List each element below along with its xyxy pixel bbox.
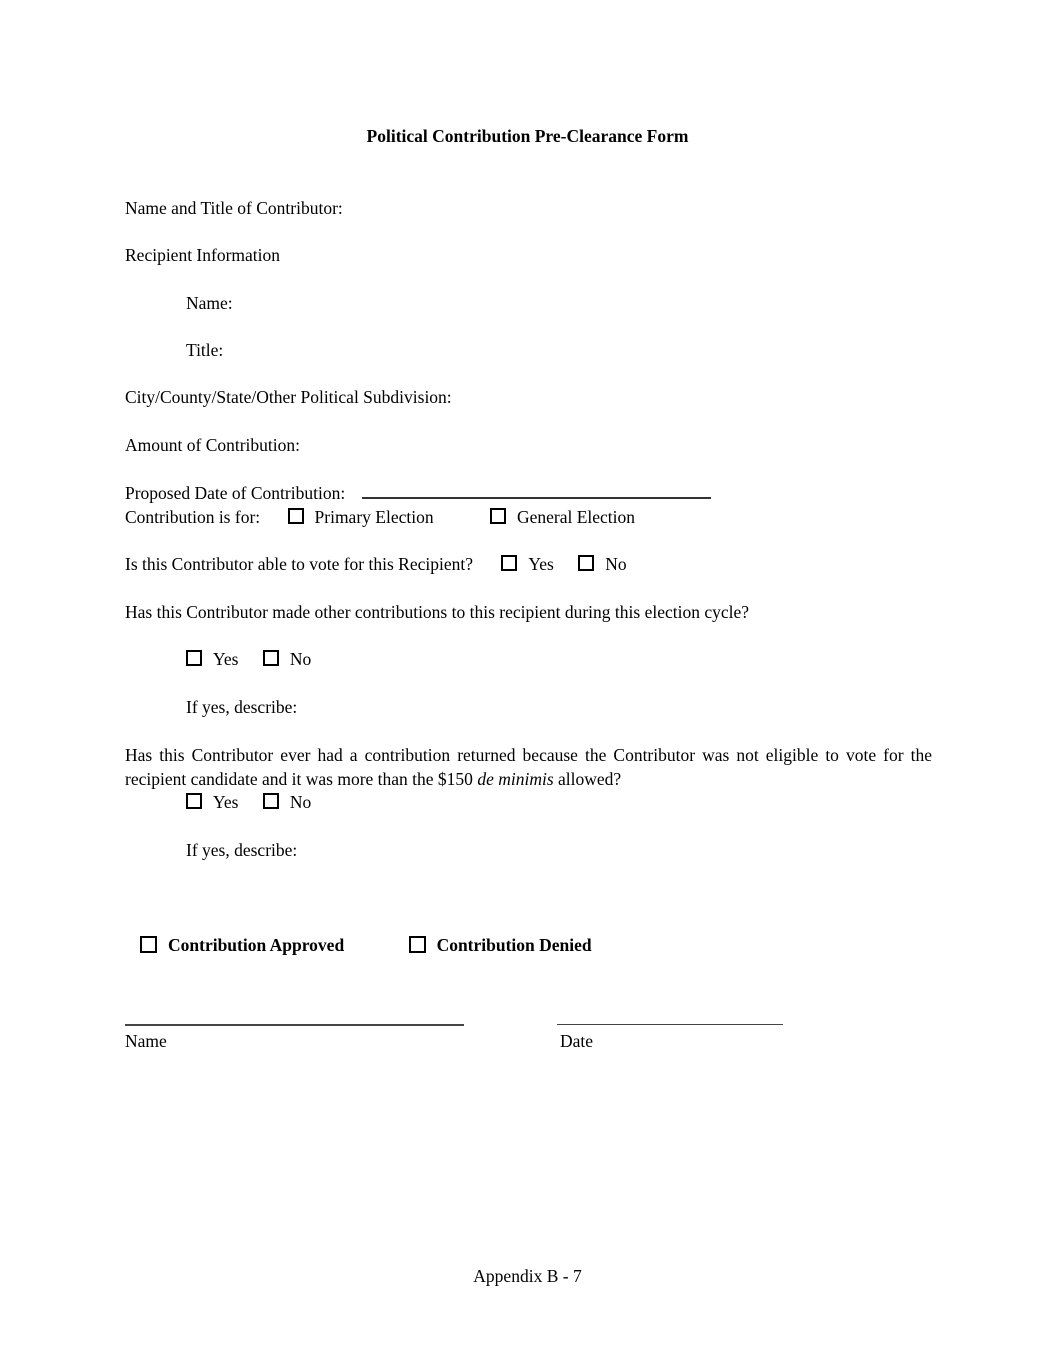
other-contributions-question: Has this Contributor made other contributions to this recipient during this election cycle? bbox=[125, 602, 750, 622]
other-contributions-no-checkbox[interactable] bbox=[263, 650, 279, 666]
contributor-name-title-label: Name and Title of Contributor: bbox=[125, 198, 343, 218]
decision-row bbox=[140, 934, 592, 956]
general-election-label: General Election bbox=[516, 507, 636, 527]
returned-no-label: No bbox=[289, 792, 312, 812]
page-footer: Appendix B - 7 bbox=[473, 1266, 582, 1286]
contribution-for-row bbox=[125, 506, 635, 528]
returned-no-checkbox[interactable] bbox=[263, 793, 279, 809]
signature-name-label: Name bbox=[125, 1031, 167, 1051]
date-signature-line[interactable] bbox=[557, 1024, 783, 1025]
returned-yes-checkbox[interactable] bbox=[186, 793, 202, 809]
proposed-date-label: Proposed Date of Contribution: bbox=[125, 483, 346, 503]
contribution-for-label: Contribution is for: bbox=[125, 507, 261, 527]
other-contributions-no-label: No bbox=[289, 649, 312, 669]
primary-election-checkbox[interactable] bbox=[288, 508, 304, 524]
able-to-vote-no-checkbox[interactable] bbox=[578, 555, 594, 571]
contribution-approved-label: Contribution Approved bbox=[168, 935, 345, 955]
other-contributions-yes-checkbox[interactable] bbox=[186, 650, 202, 666]
able-to-vote-row bbox=[125, 553, 627, 575]
able-to-vote-yes-checkbox[interactable] bbox=[501, 555, 517, 571]
signature-date-label: Date bbox=[560, 1031, 594, 1051]
proposed-date-blank-field[interactable] bbox=[362, 482, 711, 499]
other-contributions-yes-label: Yes bbox=[213, 649, 239, 669]
recipient-name-label: Name: bbox=[186, 293, 233, 313]
proposed-date-row bbox=[125, 482, 711, 504]
returned-contribution-question bbox=[125, 744, 932, 791]
returned-yes-label: Yes bbox=[213, 792, 239, 812]
contribution-approved-checkbox[interactable] bbox=[140, 936, 157, 953]
other-contributions-yes-no-row bbox=[186, 648, 311, 670]
returned-question-text-end: allowed? bbox=[558, 768, 622, 789]
political-subdivision-label: City/County/State/Other Political Subdivision: bbox=[125, 387, 452, 407]
able-to-vote-yes-label: Yes bbox=[528, 554, 554, 574]
returned-question-de-minimis: de minimis bbox=[477, 768, 554, 789]
primary-election-label: Primary Election bbox=[314, 507, 434, 527]
recipient-information-heading: Recipient Information bbox=[125, 245, 281, 265]
general-election-checkbox[interactable] bbox=[490, 508, 506, 524]
returned-describe-label: If yes, describe: bbox=[186, 840, 298, 860]
recipient-title-label: Title: bbox=[186, 340, 224, 360]
able-to-vote-question: Is this Contributor able to vote for this Recipient? bbox=[125, 554, 473, 574]
contribution-amount-label: Amount of Contribution: bbox=[125, 435, 300, 455]
returned-yes-no-row bbox=[186, 791, 311, 813]
able-to-vote-no-label: No bbox=[605, 554, 627, 574]
contribution-denied-label: Contribution Denied bbox=[436, 935, 592, 955]
page-title: Political Contribution Pre-Clearance Form bbox=[366, 126, 689, 146]
name-signature-line[interactable] bbox=[125, 1024, 464, 1026]
returned-question-text: Has this Contributor ever had a contribution returned because the Contributor was not eligible to vote for the recipient candidate and it was more than the $150 bbox=[125, 745, 932, 789]
contribution-denied-checkbox[interactable] bbox=[409, 936, 426, 953]
other-contributions-describe-label: If yes, describe: bbox=[186, 697, 298, 717]
